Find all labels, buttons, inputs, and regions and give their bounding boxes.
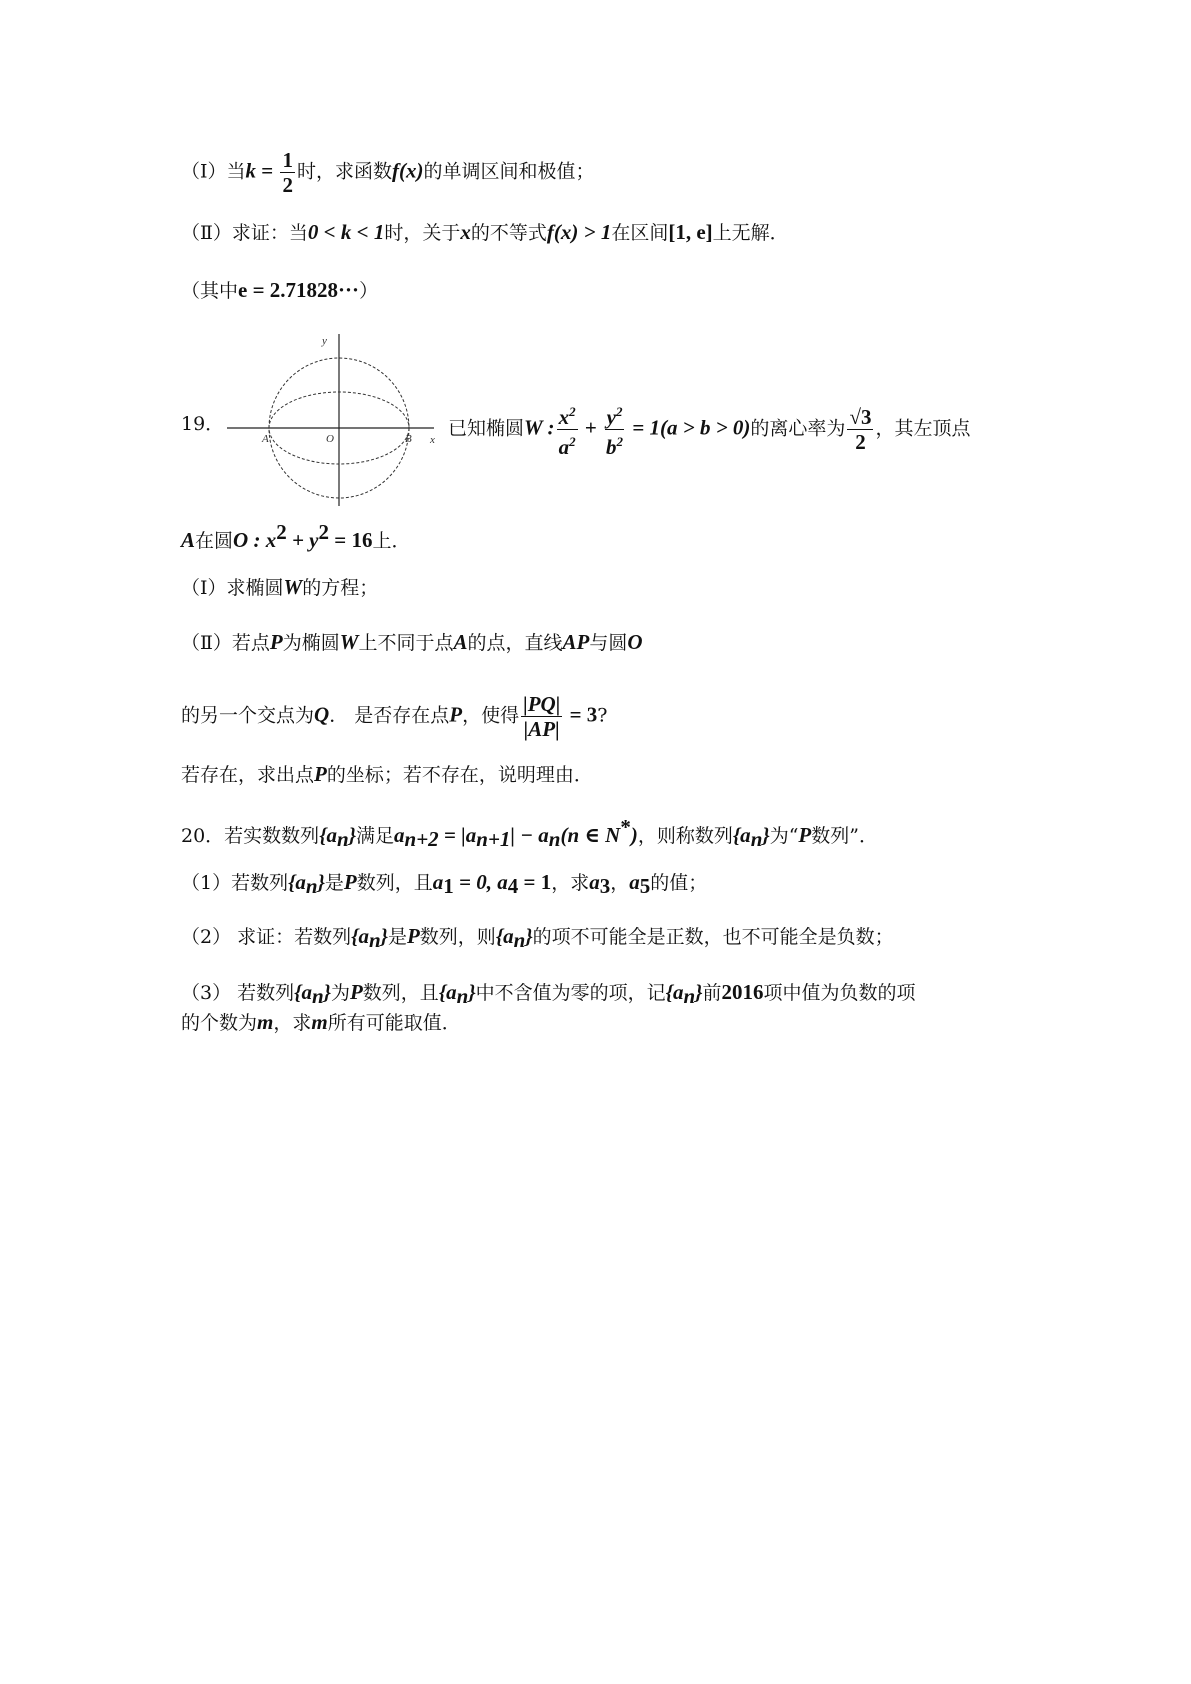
label-b: B xyxy=(405,433,412,445)
p19-part2b: 的另一个交点为Q． 是否存在点P，使得 $\frac{|PQ|}{|AP|}$ = 3? xyxy=(181,692,608,741)
p20-part3b: 的个数为m，求m所有可能取值． xyxy=(181,1010,461,1034)
label-x: x xyxy=(430,434,435,446)
fraction-sqrt3-2: $\frac{√3}{2}$ xyxy=(849,405,872,454)
fraction-y2-b2: $\frac{y^2}{b^2}$ xyxy=(604,400,625,459)
p19-part2: （Ⅱ）若点P为椭圆W上不同于点A的点，直线AP与圆O xyxy=(181,630,643,654)
p19-line2: A在圆O : $x^2 + y^2 = 16$上． xyxy=(181,520,411,552)
p19-number: 19． xyxy=(181,413,225,435)
ellipse-circle-figure xyxy=(222,330,442,508)
p20-part2: （2） 求证：若数列$\{a_n\}$是P数列，则$\{a_n\}$的项不可能全是正数，也不可能全是负数； xyxy=(181,924,894,952)
label-a: A xyxy=(262,433,269,445)
p20-intro: 20．若实数数列$\{a_n\}$满足$a_{n+2} = |a_{n+1}| - a_n(n$ ∈ N*)，则称数列$\{a_n\}$为“P数列”． xyxy=(181,815,878,851)
p18-part1: （Ⅰ）当k = $\frac{1}{2}$ 时，求函数f(x)的单调区间和极值； xyxy=(181,148,595,197)
p20-part1: （1）若数列$\{a_n\}$是P数列，且$a_1 = 0$, $a_4 = 1$，求$a_3$，$a_5$的值； xyxy=(181,870,708,898)
label-o: O xyxy=(326,433,334,445)
fraction-one-half: $\frac{1}{2}$ xyxy=(282,148,293,197)
p19-intro: 已知椭圆W : $\frac{x^2}{a^2}$ + $\frac{y^2}{b^2}$ = 1(a > b > 0)的离心率为 $\frac{√3}{2}$ ，其左顶点 xyxy=(448,400,970,459)
fraction-pq-ap: $\frac{|PQ|}{|AP|}$ xyxy=(523,692,561,741)
label-y: y xyxy=(322,335,327,347)
fraction-x2-a2: $\frac{x^2}{a^2}$ xyxy=(557,400,578,459)
p19-part1: （Ⅰ）求椭圆W的方程； xyxy=(181,575,379,599)
p18-part2: （Ⅱ）求证：当0 < k < 1时，关于x的不等式f(x) > 1在区间[1, e]上无解． xyxy=(181,220,789,244)
p18-note: （其中e = 2.71828···） xyxy=(181,278,379,302)
p20-part3: （3） 若数列$\{a_n\}$为P数列，且$\{a_n\}$中不含值为零的项，记$\{a_n\}$前2016项中值为负数的项 xyxy=(181,980,916,1008)
p19-part2c: 若存在，求出点P的坐标；若不存在，说明理由． xyxy=(181,762,593,786)
